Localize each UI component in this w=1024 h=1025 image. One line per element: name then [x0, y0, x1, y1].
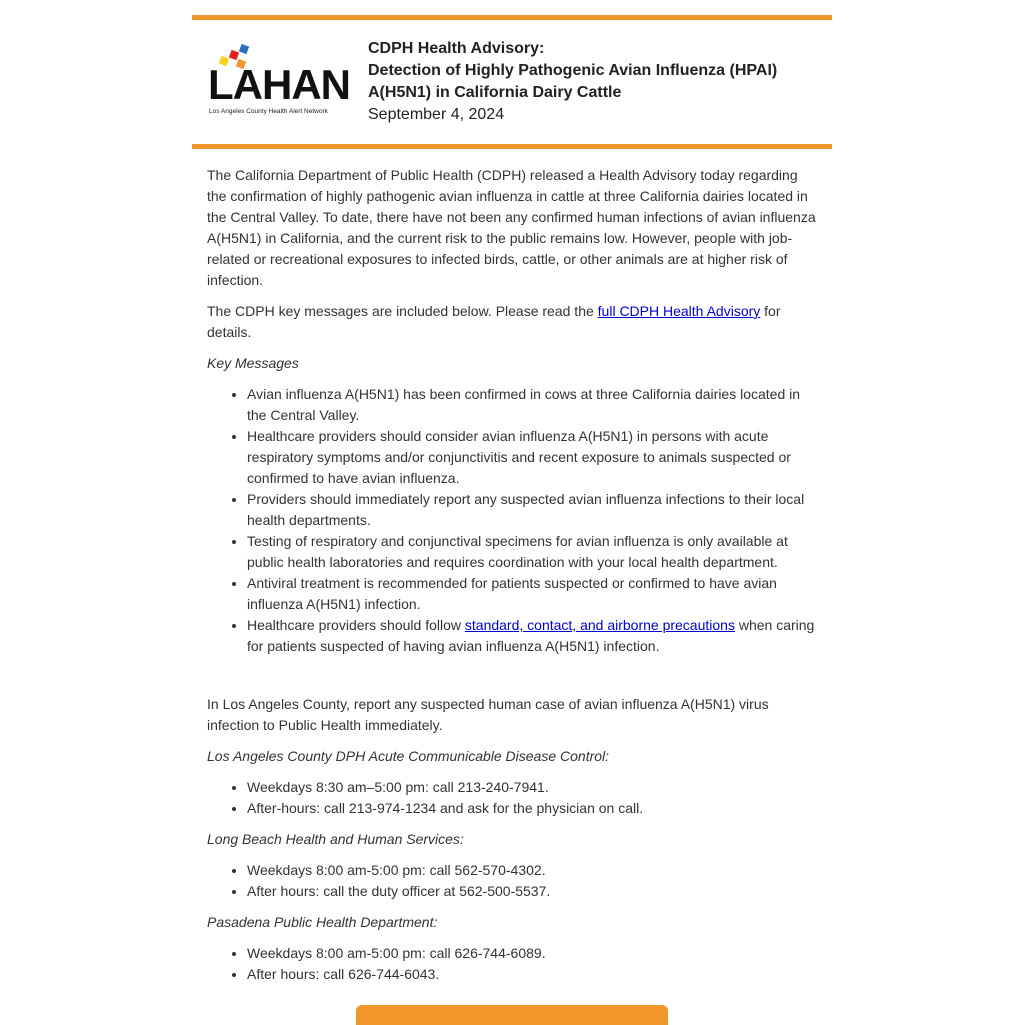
list-item-text: Healthcare providers should follow [247, 617, 465, 633]
list-item: • Providers should immediately report any suspected avian influenza infections to their local health departments. [247, 489, 817, 531]
orange-button[interactable] [356, 1005, 668, 1025]
title-line-2: Detection of Highly Pathogenic Avian Influenza (HPAI) [368, 62, 778, 79]
key-heading-text: Key Messages [207, 355, 299, 371]
list-item: • Weekdays 8:30 am–5:00 pm: call 213-240-7941. [247, 777, 817, 798]
list-item: • After hours: call 626-744-6043. [247, 964, 817, 985]
key-messages-heading [207, 353, 817, 374]
full-advisory-link[interactable]: full CDPH Health Advisory [597, 303, 761, 319]
contact-list [207, 860, 817, 902]
list-item: • Healthcare providers should consider avian influenza A(H5N1) in persons with acute respiratory symptoms and/or conjunctivitis and recent exposure to animals suspected or confirmed to have avian influenza. [247, 426, 817, 489]
key-messages-list [207, 384, 817, 657]
title-line-1: CDPH Health Advisory: [368, 40, 545, 57]
email-body [192, 15, 832, 1025]
logo-square-blue [239, 44, 249, 54]
header [192, 20, 832, 144]
list-item: • Avian influenza A(H5N1) has been confirmed in cows at three California dairies located in the Central Valley. [247, 384, 817, 426]
content [192, 149, 832, 985]
list-item: • After-hours: call 213-974-1234 and ask for the physician on call. [247, 798, 817, 819]
report-paragraph: In Los Angeles County, report any suspected human case of avian influenza A(H5N1) virus infection to Public Health immediately. [207, 696, 769, 733]
contact-list [207, 943, 817, 985]
contact-heading [207, 746, 817, 767]
contact-name: Long Beach Health and Human Services: [207, 831, 464, 847]
advisory-date: September 4, 2024 [368, 106, 505, 123]
contact-list [207, 777, 817, 819]
list-item: • Testing of respiratory and conjunctival specimens for avian influenza is only available at public health laboratories and requires coordination with your local health department. [247, 531, 817, 573]
contact-heading [207, 912, 817, 933]
lahan-logo [192, 42, 368, 122]
list-item: • Weekdays 8:00 am-5:00 pm: call 626-744-6089. [247, 943, 817, 964]
list-item: • Antiviral treatment is recommended for patients suspected or confirmed to have avian influenza A(H5N1) infection. [247, 573, 817, 615]
key-intro-text-after: for details. [207, 303, 781, 340]
list-item: • Weekdays 8:00 am-5:00 pm: call 562-570-4302. [247, 860, 817, 881]
list-item-text-after: when caring for patients suspected of having avian influenza A(H5N1) infection. [247, 617, 815, 654]
list-item [247, 615, 817, 657]
intro-paragraph: The California Department of Public Health (CDPH) released a Health Advisory today regarding the confirmation of highly pathogenic avian influenza in cattle at three California dairies located in the Central Valley. To date, there have not been any confirmed human infections of avian influenza A(H5N1) in California, and the current risk to the public remains low. However, people with job-related or recreational exposures to infected birds, cattle, or other animals are at higher risk of infection. [207, 167, 816, 288]
precautions-link[interactable]: standard, contact, and airborne precautions [464, 617, 735, 633]
contact-name: Pasadena Public Health Department: [207, 914, 438, 930]
list-item: • After hours: call the duty officer at 562-500-5537. [247, 881, 817, 902]
advisory-title [368, 38, 777, 126]
contact-name: Los Angeles County DPH Acute Communicable Disease Control: [207, 748, 610, 764]
logo-subtitle: Los Angeles County Health Alert Network [209, 108, 328, 115]
logo-text: LAHAN [208, 61, 350, 108]
contact-heading [207, 829, 817, 850]
key-intro-text: The CDPH key messages are included below. Please read the [207, 303, 598, 319]
key-intro [207, 301, 817, 343]
title-line-3: A(H5N1) in California Dairy Cattle [368, 84, 622, 101]
